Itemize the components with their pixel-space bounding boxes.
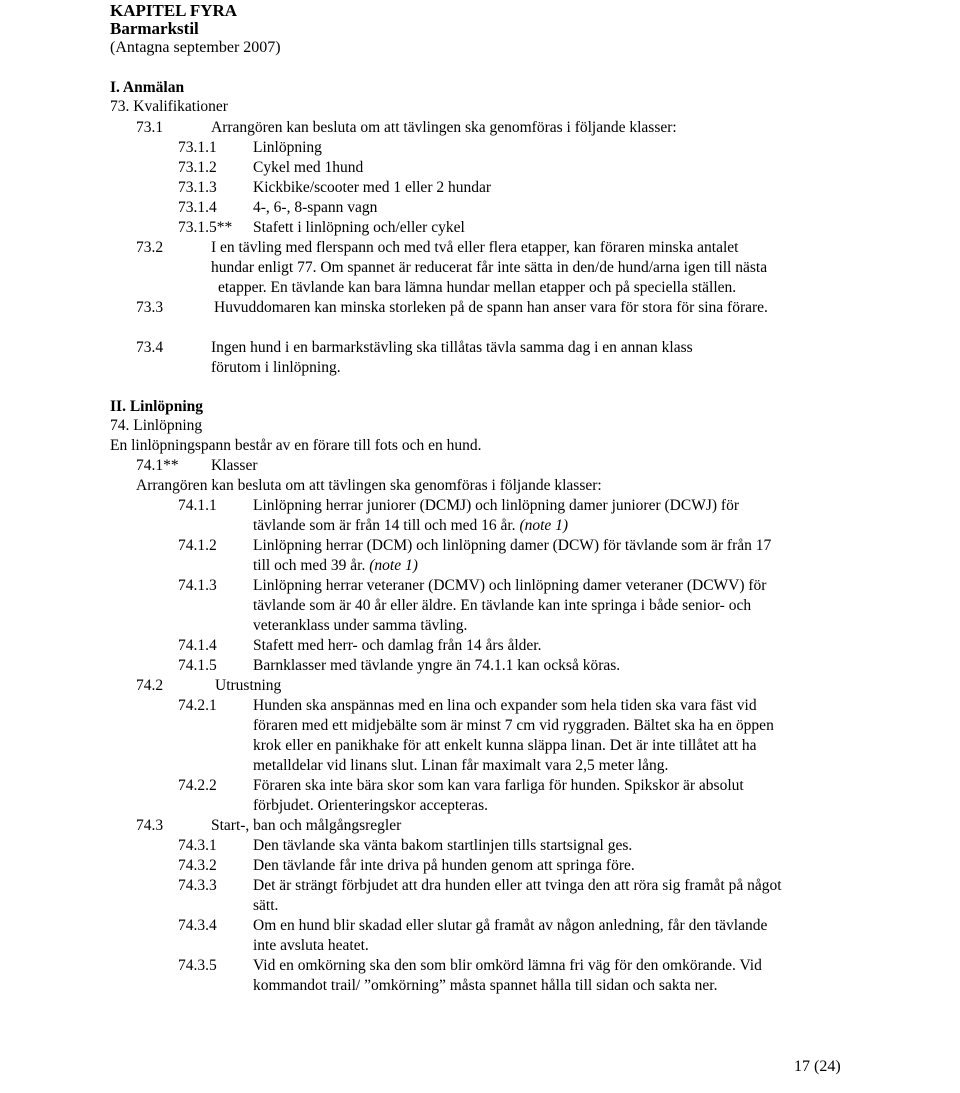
item-number: 74.3: [136, 817, 164, 834]
item-text: Den tävlande får inte driva på hunden genom att springa före.: [253, 857, 635, 874]
item-text: förbjudet. Orienteringskor accepteras.: [253, 797, 488, 814]
item-text: Föraren ska inte bära skor som kan vara farliga för hunden. Spikskor är absolut: [253, 777, 744, 794]
item-text: föraren med ett midjebälte som är minst 7 cm vid ryggraden. Bältet ska ha en öppen: [253, 717, 774, 734]
item-number: 73.1.3: [178, 179, 217, 196]
item-text: Klasser: [211, 457, 258, 474]
item-number: 74.2.1: [178, 697, 217, 714]
item-text: Stafett i linlöpning och/eller cykel: [253, 219, 465, 236]
chapter-heading: KAPITEL FYRA: [110, 1, 238, 20]
item-text: Huvuddomaren kan minska storleken på de spann han anser vara för stora för sina förare.: [214, 299, 768, 316]
item-number: 73.2: [136, 239, 164, 256]
item-text: metalldelar vid linans slut. Linan får maximalt vara 2,5 meter lång.: [253, 757, 669, 774]
item-text: Om en hund blir skadad eller slutar gå framåt av någon anledning, får den tävlande: [253, 917, 768, 934]
item-number: 74.1.1: [178, 497, 217, 514]
item-number: 74.2.2: [178, 777, 217, 794]
item-number: 74.1.5: [178, 657, 217, 674]
item-number: 74.1**: [136, 457, 179, 474]
item-text: Linlöpning: [253, 139, 322, 156]
item-text: Linlöpning herrar (DCM) och linlöpning damer (DCW) för tävlande som är från 17: [253, 537, 772, 554]
item-text: till och med 39 år. (note 1): [253, 557, 418, 574]
subsection-heading-linlopning: 74. Linlöpning: [110, 417, 203, 434]
item-number: 73.4: [136, 339, 164, 356]
item-number: 74.3.5: [178, 957, 217, 974]
item-text: Stafett med herr- och damlag från 14 års ålder.: [253, 637, 542, 654]
subsection-heading-kvalifikationer: 73. Kvalifikationer: [110, 98, 228, 115]
item-number: 74.3.1: [178, 837, 217, 854]
item-number: 73.1.1: [178, 139, 217, 156]
item-text: Den tävlande ska vänta bakom startlinjen tills startsignal ges.: [253, 837, 633, 854]
item-text: Arrangören kan besluta om att tävlingen ska genomföras i följande klasser:: [211, 119, 677, 136]
item-text: Cykel med 1hund: [253, 159, 364, 176]
note-reference: (note 1): [519, 517, 569, 534]
item-number: 74.1.3: [178, 577, 217, 594]
page-number: 17 (24): [794, 1058, 841, 1075]
item-text: Linlöpning herrar juniorer (DCMJ) och linlöpning damer juniorer (DCWJ) för: [253, 497, 739, 514]
note-reference: (note 1): [369, 557, 418, 574]
item-text: inte avsluta heatet.: [253, 937, 369, 954]
item-text: 4-, 6-, 8-spann vagn: [253, 199, 378, 216]
section-intro: En linlöpningspann består av en förare till fots och en hund.: [110, 437, 482, 454]
item-number: 73.3: [136, 299, 164, 316]
item-number: 74.3.3: [178, 877, 217, 894]
item-text: Det är strängt förbjudet att dra hunden eller att tvinga den att röra sig framåt på något: [253, 877, 782, 894]
item-number: 73.1.5**: [178, 219, 233, 236]
item-number: 74.2: [136, 677, 164, 694]
item-number: 73.1.4: [178, 199, 217, 216]
item-text: Ingen hund i en barmarkstävling ska tillåtas tävla samma dag i en annan klass: [211, 339, 693, 356]
item-number: 74.1.2: [178, 537, 217, 554]
document-title: Barmarkstil: [110, 19, 199, 38]
section-heading-anmalan: I. Anmälan: [110, 79, 185, 96]
adopted-date: (Antagna september 2007): [110, 39, 281, 56]
item-number: 73.1.2: [178, 159, 217, 176]
item-text: tävlande som är från 14 till och med 16 år. (note 1): [253, 517, 569, 534]
item-text: Hunden ska anspännas med en lina och expander som hela tiden ska vara fäst vid: [253, 697, 757, 714]
item-text: Kickbike/scooter med 1 eller 2 hundar: [253, 179, 492, 196]
item-text: I en tävling med flerspann och med två eller flera etapper, kan föraren minska antalet: [211, 239, 739, 256]
item-text: Linlöpning herrar veteraner (DCMV) och linlöpning damer veteraner (DCWV) för: [253, 577, 767, 594]
item-text: veteranklass under samma tävling.: [253, 617, 468, 634]
item-text: Utrustning: [215, 677, 282, 694]
item-text: förutom i linlöpning.: [211, 359, 341, 376]
item-number: 74.1.4: [178, 637, 217, 654]
item-text: Barnklasser med tävlande yngre än 74.1.1 kan också köras.: [253, 657, 621, 674]
item-text: etapper. En tävlande kan bara lämna hundar mellan etapper och på speciella ställen.: [218, 279, 737, 296]
section-heading-linlopning: II. Linlöpning: [110, 398, 204, 415]
item-number: 74.3.2: [178, 857, 217, 874]
item-number: 74.3.4: [178, 917, 217, 934]
item-text: sätt.: [253, 897, 279, 914]
item-text: Start-, ban och målgångsregler: [211, 817, 402, 834]
item-number: 73.1: [136, 119, 164, 136]
item-text: tävlande som är 40 år eller äldre. En tävlande kan inte springa i både senior- och: [253, 597, 752, 614]
item-text: krok eller en panikhake för att enkelt kunna släppa linan. Det är inte tillåtet att ha: [253, 737, 757, 754]
item-text: kommandot trail/ ”omkörning” måsta spannet hålla till sidan och sakta ner.: [253, 977, 718, 994]
item-text: hundar enligt 77. Om spannet är reducerat får inte sätta in den/de hund/arna igen till nästa: [211, 259, 768, 276]
item-text: Vid en omkörning ska den som blir omkörd lämna fri väg för den omkörande. Vid: [253, 957, 762, 974]
item-text: Arrangören kan besluta om att tävlingen ska genomföras i följande klasser:: [136, 477, 602, 494]
